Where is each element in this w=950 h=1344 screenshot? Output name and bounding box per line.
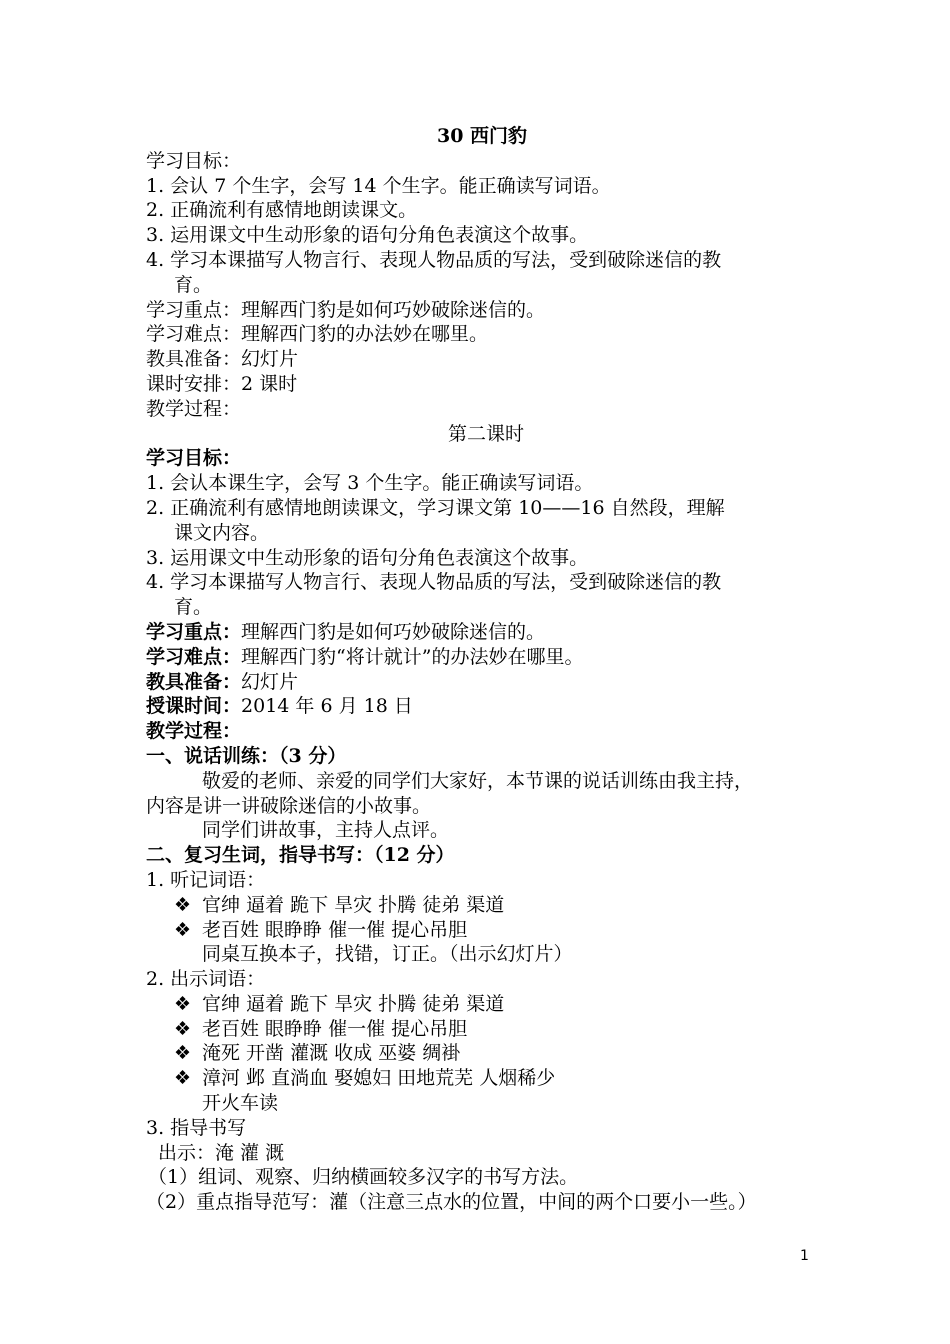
bullet-diamond-icon: ❖: [174, 992, 192, 1015]
section2-sub1: 1. 听记词语：: [146, 868, 266, 891]
shown-words: 老百姓 眼睁睁 催一催 提心吊胆: [202, 1017, 468, 1040]
document-title: 30 西门豹: [436, 125, 528, 147]
shown-item: [146, 1017, 826, 1042]
lesson2-goal: 3. 运用课文中生动形象的语句分角色表演这个故事。: [146, 546, 589, 569]
writing-step: （1）组词、观察、归纳横画较多汉字的书写方法。: [148, 1166, 579, 1189]
bullet-diamond-icon: ❖: [174, 1067, 192, 1090]
lesson2-goal: 育。: [174, 596, 213, 619]
lesson2-goals-label: 学习目标：: [146, 447, 242, 470]
intro-line: 1. 会认 7 个生字，会写 14 个生字。能正确读写词语。: [146, 174, 611, 197]
dictation-item: [146, 918, 826, 943]
section2-sub2: 2. 出示词语：: [146, 968, 266, 991]
dictation-words: 老百姓 眼睁睁 催一催 提心吊胆: [202, 918, 468, 941]
writing-step: （2）重点指导范写：灌（注意三点水的位置，中间的两个口要小一些。）: [146, 1191, 757, 1214]
shown-words: 官绅 逼着 跪下 旱灾 扑腾 徒弟 渠道: [202, 992, 505, 1015]
tools-text: 幻灯片: [241, 670, 299, 693]
bullet-diamond-icon: ❖: [174, 918, 192, 941]
page-number: 1: [800, 1248, 809, 1264]
bullet-diamond-icon: ❖: [174, 1042, 192, 1065]
intro-line: 学习重点：理解西门豹是如何巧妙破除迷信的。: [146, 298, 546, 321]
tools-label: 教具准备：: [146, 670, 242, 693]
intro-line: 4. 学习本课描写人物言行、表现人物品质的写法，受到破除迷信的教: [146, 248, 722, 271]
lesson2-heading: 第二课时: [447, 422, 524, 445]
lesson2-key-point: [146, 620, 826, 645]
intro-line: 学习目标：: [146, 149, 242, 172]
dictation-words: 官绅 逼着 跪下 旱灾 扑腾 徒弟 渠道: [202, 893, 505, 916]
key-point-text: 理解西门豹是如何巧妙破除迷信的。: [241, 620, 546, 643]
shown-words: 漳河 邺 直淌血 娶媳妇 田地荒芜 人烟稀少: [202, 1067, 556, 1090]
shown-words: 淹死 开凿 灌溉 收成 巫婆 绸褂: [202, 1042, 461, 1065]
time-label: 授课时间：: [146, 695, 242, 718]
lesson2-time: [146, 694, 826, 719]
shown-item: [146, 1066, 826, 1091]
bullet-diamond-icon: ❖: [174, 1017, 192, 1040]
shown-note: 开火车读: [202, 1092, 279, 1115]
section1-paragraph: 内容是讲一讲破除迷信的小故事。: [146, 794, 432, 817]
bullet-diamond-icon: ❖: [174, 893, 192, 916]
intro-line: 3. 运用课文中生动形象的语句分角色表演这个故事。: [146, 224, 589, 247]
section2-sub3: 3. 指导书写: [146, 1116, 247, 1139]
lesson2-difficulty: [146, 645, 826, 670]
lesson2-goal: 1. 会认本课生字，会写 3 个生字。能正确读写词语。: [146, 472, 594, 495]
key-point-label: 学习重点：: [146, 620, 242, 643]
lesson2-process-label: 教学过程：: [146, 720, 242, 743]
difficulty-text: 理解西门豹“将计就计”的办法妙在哪里。: [241, 645, 584, 668]
intro-line: 2. 正确流利有感情地朗读课文。: [146, 199, 418, 222]
lesson2-goal: 4. 学习本课描写人物言行、表现人物品质的写法，受到破除迷信的教: [146, 571, 722, 594]
show-chars: 出示：淹 灌 溉: [158, 1141, 285, 1164]
intro-line: 育。: [174, 273, 213, 296]
dictation-item: [146, 893, 826, 918]
section1-paragraph: 同学们讲故事，主持人点评。: [202, 819, 450, 842]
intro-line: 教具准备：幻灯片: [146, 348, 299, 371]
dictation-note: 同桌互换本子，找错，订正。（出示幻灯片）: [202, 943, 573, 966]
intro-line: 教学过程：: [146, 397, 242, 420]
intro-line: 学习难点：理解西门豹的办法妙在哪里。: [146, 323, 489, 346]
shown-item: [146, 992, 826, 1017]
time-text: 2014 年 6 月 18 日: [241, 695, 413, 718]
document-body: [146, 124, 826, 1215]
shown-item: [146, 1041, 826, 1066]
intro-line: 课时安排：2 课时: [146, 372, 298, 395]
lesson2-goal: 课文内容。: [174, 521, 270, 544]
section1-paragraph: 敬爱的老师、亲爱的同学们大家好，本节课的说话训练由我主持，: [202, 769, 754, 792]
lesson2-tools: [146, 670, 826, 695]
lesson2-goal: 2. 正确流利有感情地朗读课文，学习课文第 10——16 自然段，理解: [146, 496, 725, 519]
section1-heading: 一、说话训练：（3 分）: [146, 744, 347, 767]
section2-heading: 二、复习生词，指导书写：（12 分）: [146, 844, 455, 867]
difficulty-label: 学习难点：: [146, 645, 242, 668]
